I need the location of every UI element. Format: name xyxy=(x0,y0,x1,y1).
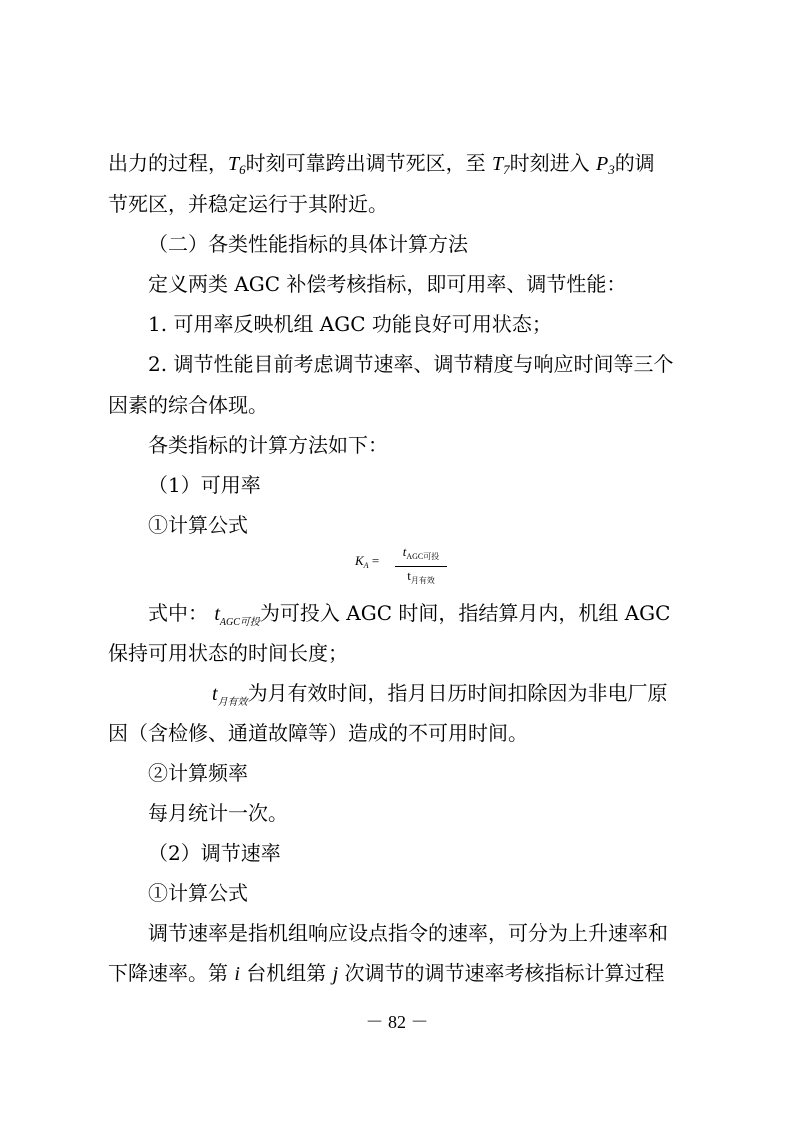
item-2-line-1: 2. 调节性能目前考虑调节速率、调节精度与响应时间等三个 xyxy=(148,352,674,376)
var-t-agc: $t_{AGC可投}$ xyxy=(214,603,260,628)
intro-text: 定义两类 AGC 补偿考核指标，即可用率、调节性能： xyxy=(148,272,627,296)
line-p1-1: 出力的过程，$T_6$时刻可靠跨出调节死区，至 $T_7$时刻进入 $P_3$的调 xyxy=(108,151,655,177)
def2-line-2: 因（含检修、通道故障等）造成的不可用时间。 xyxy=(108,721,528,745)
var-T6: $T_6$ xyxy=(228,153,246,177)
formula-lhs: $K_A$ = xyxy=(355,553,380,570)
sub1-freq-text: 每月统计一次。 xyxy=(148,801,288,825)
def2-line-1: $t_{月有效}$为月有效时间，指月日历时间扣除因为非电厂原 xyxy=(212,681,668,708)
rate-para-line-1: 调节速率是指机组响应设点指令的速率，可分为上升速率和 xyxy=(148,921,668,945)
item-1: 1. 可用率反映机组 AGC 功能良好可用状态； xyxy=(148,312,552,336)
formula-fraction xyxy=(395,544,447,589)
var-t-month: $t_{月有效}$ xyxy=(212,683,248,708)
formula-numerator: $t_{AGC可投}$ xyxy=(402,544,440,561)
sub1-formula-label: ①计算公式 xyxy=(148,513,248,537)
var-P3: $P_3$ xyxy=(595,153,615,177)
def1-line-1: 式中： $t_{AGC可投}$为可投入 AGC 时间，指结算月内，机组 AGC xyxy=(148,601,671,628)
fraction-bar xyxy=(395,566,447,567)
item-2-line-2: 因素的综合体现。 xyxy=(108,393,268,417)
sub1-heading: （1）可用率 xyxy=(148,473,261,497)
def1-line-2: 保持可用状态的时间长度； xyxy=(108,641,348,665)
sub2-heading: （2）调节速率 xyxy=(148,841,281,865)
section-heading: （二）各类性能指标的具体计算方法 xyxy=(148,232,468,256)
sub1-freq-label: ②计算频率 xyxy=(148,761,248,785)
rate-para-line-2: 下降速率。第 i 台机组第 j 次调节的调节速率考核指标计算过程 xyxy=(108,961,665,985)
var-T7: $T_7$ xyxy=(491,153,510,177)
page-number: － 82 － xyxy=(365,1012,429,1032)
sub2-formula-label: ①计算公式 xyxy=(148,881,248,905)
formula-denominator: $t_{月有效}$ xyxy=(407,568,435,585)
line-p1-2: 节死区，并稳定运行于其附近。 xyxy=(108,192,388,216)
methods-intro: 各类指标的计算方法如下： xyxy=(148,433,388,457)
